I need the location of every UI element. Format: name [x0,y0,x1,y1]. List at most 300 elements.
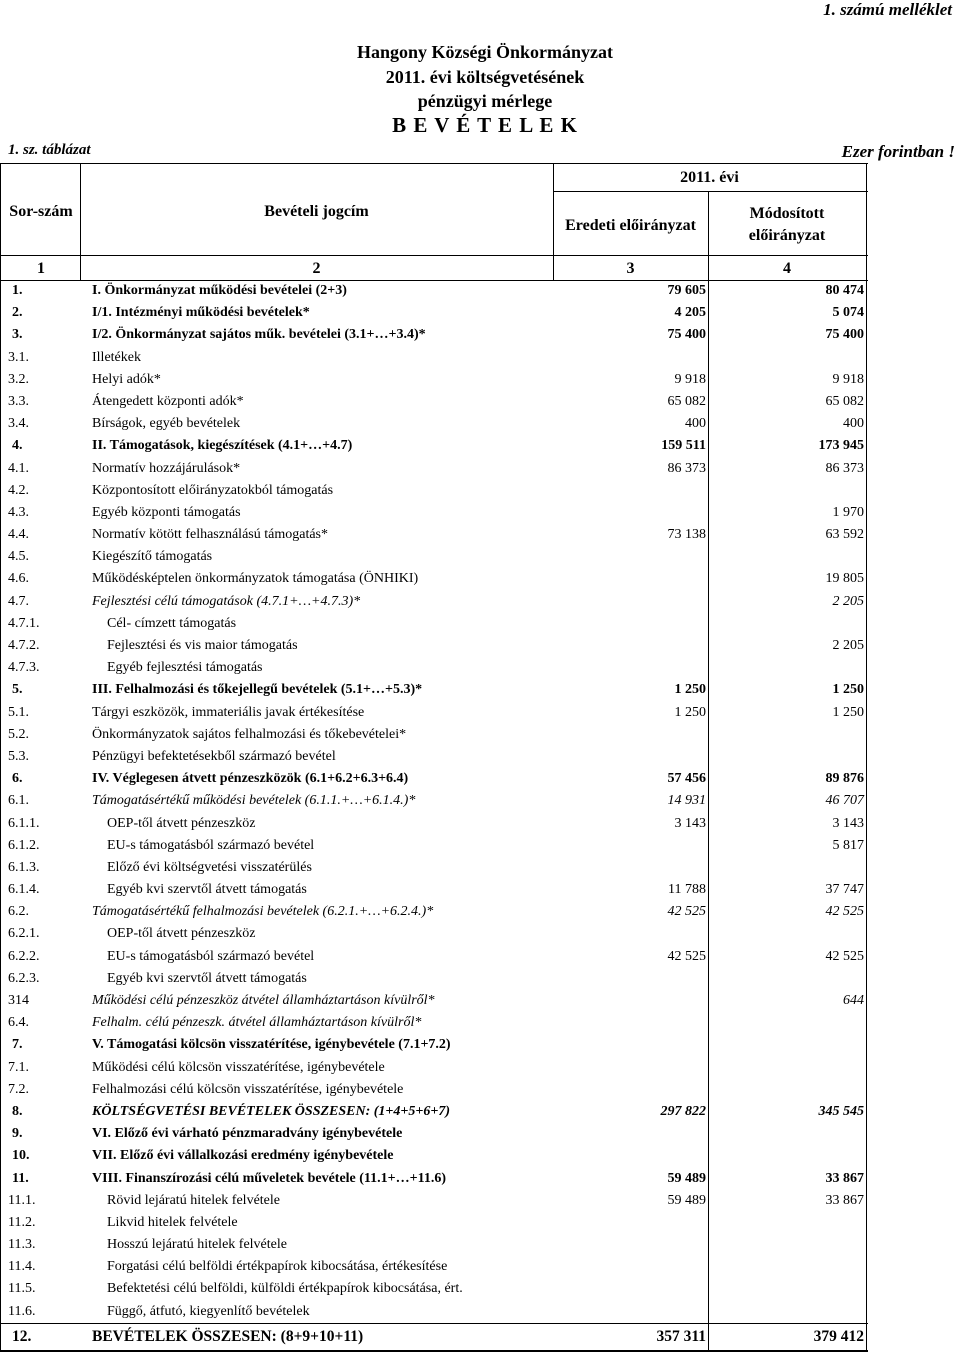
header-year: 2011. évi [680,169,739,186]
column-divider [708,990,709,1012]
column-divider [708,1324,709,1350]
row-number: 4.7. [8,593,29,609]
column-divider [708,1278,709,1300]
column-divider [708,923,709,945]
right-border [866,591,867,613]
right-border [866,790,867,812]
row-number: 4.3. [8,504,29,520]
row-modified-amount: 2 205 [832,593,864,609]
row-label: Bírságok, egyéb bevételek [92,416,241,432]
row-modified-amount: 65 082 [825,393,864,409]
column-divider [708,568,709,590]
right-border [866,1145,867,1167]
row-label: IV. Véglegesen átvett pénzeszközök (6.1+6.2+6.3+6.4) [92,771,409,787]
column-divider [708,1057,709,1079]
column-divider [708,347,709,369]
row-number: 11. [12,1170,29,1186]
row-number: 3.3. [8,393,29,409]
row-number: 7.2. [8,1081,29,1097]
row-modified-amount: 75 400 [825,327,864,343]
title-line-2: 2011. évi költségvetésének [385,67,585,87]
row-modified-amount: 89 876 [825,771,864,787]
table-row [0,968,868,990]
row-label: Illetékek [92,349,141,365]
row-number: 4.5. [8,549,29,565]
row-modified-amount: 63 592 [825,527,864,543]
right-border [866,768,867,790]
row-modified-amount: 644 [843,993,864,1008]
right-border [866,524,867,546]
column-divider [708,857,709,879]
right-border [866,1234,867,1256]
row-original-amount: 42 525 [667,904,706,920]
row-number: 4.7.2. [8,638,40,653]
table-row [0,990,868,1012]
table-row [0,1323,868,1350]
row-label: VII. Előző évi vállalkozási eredmény igénybevétele [92,1148,394,1164]
column-divider [708,746,709,768]
row-label: Normatív hozzájárulások* [92,460,241,476]
table-row [0,480,868,502]
row-label: Előző évi költségvetési visszatérülés [107,859,312,875]
table-row [0,768,868,790]
table-row [0,1034,868,1056]
row-label: BEVÉTELEK ÖSSZESEN: (8+9+10+11) [92,1327,364,1345]
row-original-amount: 57 456 [667,771,706,787]
row-label: III. Felhalmozási és tőkejellegű bevételek (5.1+…+5.3)* [92,682,423,698]
row-number: 6.1. [8,793,29,809]
table-row [0,613,868,635]
column-divider [708,813,709,835]
unit-label: Ezer forintban ! [841,142,955,161]
row-label: Támogatásértékű felhalmozási bevételek (6.2.1.+…+6.2.4.)* [92,904,434,920]
row-original-amount: 65 082 [667,393,706,409]
row-number: 11.6. [8,1303,36,1319]
row-label: OEP-től átvett pénzeszköz [107,926,256,942]
table-row [0,1256,868,1278]
column-divider [708,613,709,635]
right-border [866,635,867,657]
row-label: Rövid lejáratú hitelek felvétele [107,1192,280,1208]
column-divider [708,1145,709,1167]
row-number: 4.1. [8,460,29,476]
row-number: 4.7.3. [8,660,40,676]
column-divider [708,946,709,968]
right-border [866,435,867,457]
row-label: EU-s támogatásból származó bevétel [107,948,315,964]
row-number: 11.2. [8,1214,36,1230]
right-border [866,1012,867,1034]
row-label: II. Támogatások, kiegészítések (4.1+…+4.7) [92,438,353,454]
table-row [0,746,868,768]
column-divider [708,302,709,324]
row-label: Működésképtelen önkormányzatok támogatása (ÖNHIKI) [92,571,419,587]
table-row [0,524,868,546]
table-row [0,1278,868,1300]
right-border [866,990,867,1012]
right-border [866,1168,867,1190]
header-num-1: 1 [37,260,45,277]
column-divider [708,790,709,812]
row-number: 10. [12,1148,30,1164]
row-modified-amount: 46 707 [825,793,864,809]
row-label: V. Támogatási kölcsön visszatérítése, igénybevétele (7.1+7.2) [92,1037,451,1053]
column-divider [708,901,709,923]
column-divider [708,879,709,901]
column-divider [708,968,709,990]
right-border [866,1101,867,1123]
column-divider [708,1301,709,1323]
row-original-amount: 42 525 [667,948,706,964]
row-original-amount: 75 400 [667,327,706,343]
table-row [0,1079,868,1101]
row-modified-amount: 3 143 [832,815,864,831]
row-original-amount: 9 918 [674,371,706,387]
column-divider [708,1079,709,1101]
row-label: Támogatásértékű működési bevételek (6.1.1.+…+6.1.4.)* [92,793,416,809]
row-modified-amount: 2 205 [832,638,864,653]
row-number: 6.1.1. [8,815,40,831]
right-border [866,1324,867,1350]
row-original-amount: 14 931 [667,793,706,809]
right-border [866,679,867,701]
header-num-4: 4 [783,260,791,277]
row-label: Tárgyi eszközök, immateriális javak értékesítése [92,704,365,720]
table-row [0,435,868,457]
right-border [866,1079,867,1101]
column-divider [708,1212,709,1234]
column-divider [708,369,709,391]
row-original-amount: 59 489 [667,1170,706,1186]
table-row [0,1057,868,1079]
header-col-original: Eredeti előirányzat [565,217,696,234]
row-number: 12. [12,1327,32,1345]
row-modified-amount: 33 867 [825,1192,864,1208]
header-col-modified-1: Módosított [749,205,825,222]
row-original-amount: 1 250 [674,704,706,720]
row-number: 6.1.3. [8,859,40,875]
row-number: 11.4. [8,1259,36,1275]
column-divider [708,635,709,657]
row-label: Önkormányzatok sajátos felhalmozási és tőkebevételei* [92,726,407,742]
right-border [866,369,867,391]
row-number: 4. [12,438,23,454]
column-divider [708,1012,709,1034]
right-border [866,613,867,635]
row-number: 7. [12,1037,23,1053]
row-number: 6.2. [8,904,29,920]
row-original-amount: 297 822 [660,1103,706,1119]
right-border [866,458,867,480]
column-divider [708,591,709,613]
column-divider [708,391,709,413]
right-border [866,946,867,968]
row-label: Felhalm. célú pénzeszk. átvétel államháztartáson kívülről* [92,1015,422,1031]
row-number: 4.2. [8,482,29,498]
row-original-amount: 79 605 [667,283,706,298]
right-border [866,657,867,679]
right-border [866,746,867,768]
row-label: Cél- címzett támogatás [107,615,237,631]
table-row [0,458,868,480]
row-number: 4.4. [8,527,29,543]
row-label: EU-s támogatásból származó bevétel [107,837,315,853]
column-divider [708,702,709,724]
row-label: Egyéb kvi szervtől átvett támogatás [107,970,307,986]
column-divider [708,1123,709,1145]
right-border [866,480,867,502]
row-original-amount: 1 250 [674,682,706,698]
right-border [866,702,867,724]
row-label: I. Önkormányzat működési bevételei (2+3) [92,283,347,298]
table-row [0,347,868,369]
row-original-amount: 4 205 [674,305,706,321]
right-border [866,1034,867,1056]
row-label: Befektetési célú belföldi, külföldi értékpapírok kibocsátása, ért. [107,1281,463,1297]
row-label: Forgatási célú belföldi értékpapírok kibocsátása, értékesítése [107,1259,448,1275]
row-label: Központosított előirányzatokból támogatás [92,482,334,498]
right-border [866,724,867,746]
right-border [866,568,867,590]
row-modified-amount: 42 525 [825,948,864,964]
column-divider [708,280,709,302]
column-divider [708,480,709,502]
column-divider [708,502,709,524]
column-divider [708,324,709,346]
annex-label: 1. számú melléklet [823,0,952,19]
row-label: Fejlesztési és vis maior támogatás [107,638,298,653]
title-line-1: Hangony Községi Önkormányzat [356,42,613,62]
table-row [0,923,868,945]
row-modified-amount: 86 373 [825,460,864,476]
row-label: Átengedett központi adók* [92,393,244,409]
column-divider [708,1234,709,1256]
column-divider [708,435,709,457]
row-label: Hosszú lejáratú hitelek felvétele [107,1237,287,1253]
row-label: I/1. Intézményi működési bevételek* [92,305,310,321]
table-row [0,1101,868,1123]
column-divider [708,1034,709,1056]
row-number: 11.5. [8,1281,36,1297]
row-modified-amount: 379 412 [813,1327,864,1345]
right-border [866,546,867,568]
column-divider [708,1168,709,1190]
row-modified-amount: 5 817 [832,837,864,853]
row-number: 1. [12,283,23,298]
table-row [0,591,868,613]
table-row [0,391,868,413]
row-number: 11.3. [8,1237,36,1253]
right-border [866,857,867,879]
row-number: 2. [12,305,23,321]
row-number: 4.6. [8,571,29,587]
row-label: Egyéb központi támogatás [92,504,241,520]
table-row [0,835,868,857]
column-divider [708,768,709,790]
row-number: 9. [12,1126,23,1142]
row-number: 3. [12,327,23,343]
row-number: 5.3. [8,748,29,764]
row-number: 3.4. [8,416,29,432]
row-label: Likvid hitelek felvétele [107,1214,238,1230]
table-row [0,568,868,590]
row-label: OEP-től átvett pénzeszköz [107,815,256,831]
row-number: 6.2.2. [8,948,40,964]
column-divider [708,546,709,568]
right-border [866,1278,867,1300]
table-row [0,369,868,391]
row-original-amount: 3 143 [674,815,706,831]
right-border [866,302,867,324]
column-divider [708,657,709,679]
row-modified-amount: 9 918 [832,371,864,387]
row-modified-amount: 1 970 [832,504,864,520]
table-row [0,946,868,968]
table-row [0,546,868,568]
row-label: VIII. Finanszírozási célú műveletek bevétele (11.1+…+11.6) [92,1170,446,1186]
table-row [0,879,868,901]
column-divider [708,1190,709,1212]
table-row [0,635,868,657]
row-number: 8. [12,1103,23,1119]
table-row [0,790,868,812]
right-border [866,502,867,524]
row-modified-amount: 173 945 [818,438,864,454]
row-label: Felhalmozási célú kölcsön visszatérítése, igénybevétele [92,1081,404,1097]
table-row [0,857,868,879]
table-row [0,1190,868,1212]
title-line-3: pénzügyi mérlege [417,91,553,111]
right-border [866,879,867,901]
table-row [0,302,868,324]
row-number: 5. [12,682,23,698]
row-label: Egyéb kvi szervtől átvett támogatás [107,882,307,898]
table-body [0,280,868,1350]
column-divider [708,679,709,701]
right-border [866,413,867,435]
table-row [0,813,868,835]
table-row [0,413,868,435]
column-divider [708,724,709,746]
row-label: KÖLTSÉGVETÉSI BEVÉTELEK ÖSSZESEN: (1+4+5+6+7) [92,1103,451,1119]
row-label: I/2. Önkormányzat sajátos műk. bevételei (3.1+…+3.4)* [92,327,426,343]
row-number: 314 [8,993,29,1008]
row-label: Működési célú pénzeszköz átvétel államháztartáson kívülről* [92,993,435,1008]
right-border [866,923,867,945]
right-border [866,1256,867,1278]
row-original-amount: 73 138 [667,527,706,543]
right-border [866,347,867,369]
row-original-amount: 59 489 [667,1192,706,1208]
column-divider [708,1256,709,1278]
column-divider [708,524,709,546]
column-divider [708,1101,709,1123]
row-number: 11.1. [8,1192,36,1208]
row-original-amount: 400 [685,416,706,432]
row-label: VI. Előző évi várható pénzmaradvány igénybevétele [92,1126,403,1142]
header-col-title: Bevételi jogcím [264,203,369,220]
right-border [866,1301,867,1323]
row-label: Normatív kötött felhasználású támogatás* [92,527,328,543]
column-divider [708,413,709,435]
table-row [0,1145,868,1167]
right-border [866,280,867,302]
table-row [0,1012,868,1034]
header-col-number: Sor-szám [9,203,73,220]
row-number: 3.2. [8,371,29,387]
row-original-amount: 357 311 [656,1327,706,1345]
right-border [866,1057,867,1079]
table-row [0,1234,868,1256]
row-label: Pénzügyi befektetésekből származó bevétel [92,748,336,764]
row-number: 7.1. [8,1059,29,1075]
header-num-3: 3 [626,260,635,277]
row-number: 6.4. [8,1015,29,1031]
row-number: 4.7.1. [8,615,40,631]
row-modified-amount: 345 545 [818,1103,864,1119]
row-original-amount: 11 788 [668,882,706,898]
row-label: Fejlesztési célú támogatások (4.7.1+…+4.7.3)* [92,593,361,609]
column-divider [708,835,709,857]
column-divider [708,458,709,480]
table-row [0,702,868,724]
row-modified-amount: 1 250 [832,704,864,720]
right-border [866,1123,867,1145]
row-label: Kiegészítő támogatás [92,549,213,565]
right-border [866,1212,867,1234]
right-border [866,835,867,857]
table-row [0,502,868,524]
header-col-modified-2: előirányzat [748,227,826,244]
row-number: 6.2.1. [8,926,40,942]
title-line-4: B E V É T E L E K [392,113,578,137]
row-modified-amount: 33 867 [825,1170,864,1186]
right-border [866,813,867,835]
right-border [866,324,867,346]
row-modified-amount: 1 250 [832,682,864,698]
row-number: 5.1. [8,704,29,720]
header-num-2: 2 [312,260,321,277]
row-label: Helyi adók* [92,371,161,387]
right-border [866,968,867,990]
table-row [0,280,868,302]
right-border [866,901,867,923]
table-label: 1. sz. táblázat [8,142,91,158]
row-number: 5.2. [8,726,29,742]
row-number: 6.1.4. [8,882,40,898]
row-modified-amount: 42 525 [825,904,864,920]
table-row [0,724,868,746]
right-border [866,391,867,413]
row-label: Egyéb fejlesztési támogatás [107,660,263,676]
row-original-amount: 86 373 [667,460,706,476]
row-number: 6.2.3. [8,970,40,986]
table-row [0,901,868,923]
row-modified-amount: 80 474 [825,283,864,298]
row-modified-amount: 37 747 [825,882,864,898]
table-row [0,1301,868,1323]
table-row [0,1212,868,1234]
row-modified-amount: 19 805 [825,571,864,587]
table-row [0,657,868,679]
table-row [0,679,868,701]
row-number: 6.1.2. [8,837,40,853]
row-label: Függő, átfutó, kiegyenlítő bevételek [107,1303,310,1319]
row-number: 6. [12,771,23,787]
table-row [0,1168,868,1190]
row-original-amount: 159 511 [661,438,706,454]
right-border [866,1190,867,1212]
